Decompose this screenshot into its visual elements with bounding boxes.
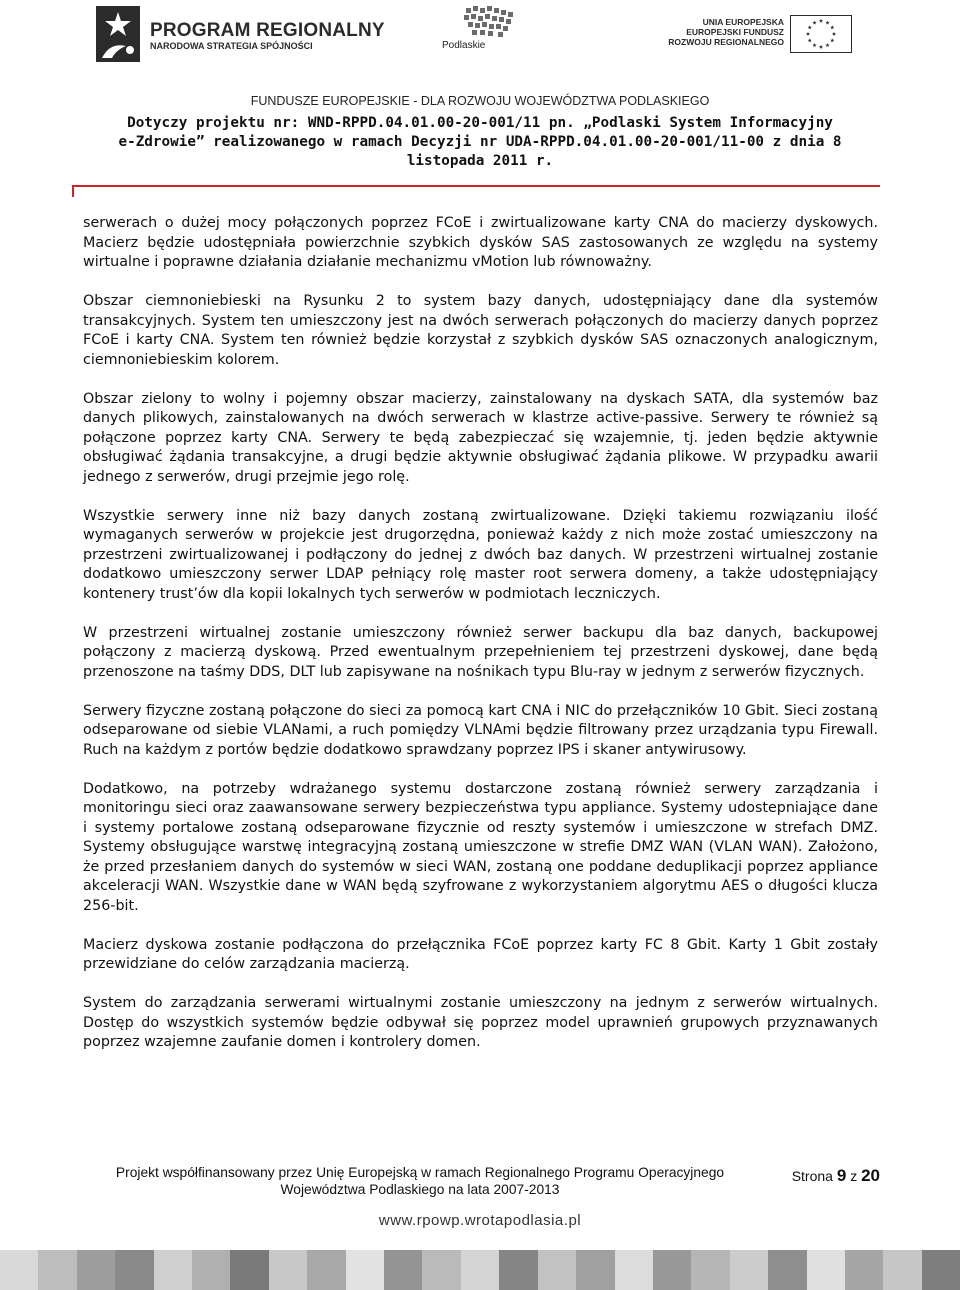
eu-line-3: ROZWOJU REGIONALNEGO [668,37,784,47]
strip-segment [730,1250,768,1290]
header-divider-tick [72,185,74,197]
funds-line: FUNDUSZE EUROPEJSKIE - DLA ROZWOJU WOJEWÓDZTWA PODLASKIEGO [250,94,710,108]
paragraph: Wszystkie serwery inne niż bazy danych zostaną zwirtualizowane. Dzięki takiemu rozwiązaniu ilość wymaganych serwerów w projekcie jest drugorzędna, ponieważ każdy z nich może zostać umieszczony na przestrzeni zwirtualizowanej i podłączony do jednej z dwóch baz danych. W przestrzeni wirtualnej zostanie dodatkowo umieszczony serwer LDAP pełniący rolę master root serwera domeny, a także udostępniający kontenery trust’ów dla kopii lokalnych tych serwerów w podmiotach leczniczych. [83,507,878,602]
strip-segment [269,1250,307,1290]
strip-segment [576,1250,614,1290]
paragraph: Serwery fizyczne zostaną połączone do sieci za pomocą kart CNA i NIC do przełączników 10 Gbit. Sieci zostaną odseparowane od siebie VLANami, a ruch pomiędzy VLNAmi będzie filtrowany przez urządzania typu Firewall. Ruch na każdym z portów będzie dodatkowo sprawdzany poprzez IPS i skaner antywirusowy. [83,702,878,758]
project-line-2: e-Zdrowie” realizowanego w ramach Decyzji nr UDA-RPPD.04.01.00-20-001/11-00 z dnia 8 [118,134,842,150]
strip-segment [307,1250,345,1290]
strip-segment [115,1250,153,1290]
program-title: PROGRAM REGIONALNY [150,20,385,41]
strip-segment [845,1250,883,1290]
strip-segment [461,1250,499,1290]
project-reference [60,114,900,171]
paragraph: Obszar zielony to wolny i pojemny obszar macierzy, zainstalowany na dyskach SATA, dla systemów baz danych plikowych, zainstalowanych na dwóch serwerach w klastrze active-passive. Serwery te również są połączone poprzez karty CNA. Serwery te będą zabezpieczać się wzajemnie, tj. jeden będzie aktywnie obsługiwać żądania transakcyjne, a drugi będzie aktywnie obsługiwać żądania plikowe. W przypadku awarii jednego z serwerów, drugi przejmie jego rolę. [83,390,878,485]
strip-segment [0,1250,38,1290]
program-subtitle: NARODOWA STRATEGIA SPÓJNOŚCI [150,41,313,51]
header-divider [72,185,880,187]
strip-segment [883,1250,921,1290]
strip-segment [38,1250,76,1290]
project-line-3: listopada 2011 r. [406,153,554,169]
strip-segment [154,1250,192,1290]
paragraph: Obszar ciemnoniebieski na Rysunku 2 to system bazy danych, udostępniający dane dla systemów transakcyjnych. System ten umieszczony jest na dwóch serwerach połączonych do macierzy danych poprzez FCoE i karty CNA. System ten również będzie korzystał z szybkich dysków SAS oznaczonych analogicznym, ciemnoniebieskim kolorem. [83,293,878,368]
strip-segment [691,1250,729,1290]
page-current: 9 [836,1166,847,1185]
project-line-1: Dotyczy projektu nr: WND-RPPD.04.01.00-20-001/11 pn. „Podlaski System Informacyjny [127,115,833,131]
strip-segment [346,1250,384,1290]
page-label: Strona [791,1168,833,1184]
page-number [760,1166,880,1186]
page-total: 20 [861,1166,880,1185]
strip-segment [384,1250,422,1290]
eu-line-2: EUROPEJSKI FUNDUSZ [686,27,784,37]
strip-segment [615,1250,653,1290]
strip-segment [77,1250,115,1290]
page-separator: z [850,1168,858,1184]
cofinance-line-1: Projekt współfinansowany przez Unię Europejską w ramach Regionalnego Programu Operacyjnego [115,1165,725,1180]
podlaskie-label: Podlaskie [442,40,486,51]
paragraph: System do zarządzania serwerami wirtualnymi zostanie umieszczony na jednym z serwerów wirtualnych. Dostęp do wszystkich systemów będzie odbywał się poprzez model uprawnień grupowych przyznawanych poprzez wzajemne zaufanie domen i kontrolery domen. [83,995,878,1050]
eu-text [660,17,784,47]
strip-segment [768,1250,806,1290]
eu-flag-icon [790,15,852,53]
strip-segment [653,1250,691,1290]
strip-segment [499,1250,537,1290]
strip-segment [538,1250,576,1290]
cofinance-note [70,1164,770,1198]
footer-decorative-strip [0,1250,960,1290]
strip-segment [230,1250,268,1290]
website-url: www.rpowp.wrotapodlasia.pl [378,1212,582,1229]
strip-segment [922,1250,960,1290]
paragraph: Dodatkowo, na potrzeby wdrażanego systemu dostarczone zostaną również serwery zarządzania i monitoringu sieci oraz zaawansowane serwery bezpieczeństwa typu appliance. Systemy udostepniające dane i systemy portalowe zostaną odseparowane fizycznie od reszty systemów i umieszczone w strefach DMZ. Systemy obsługujące warstwę integracyjną zostaną umieszczone w strefie DMZ WAN (VLAN WAN). Założono, że przed przesłaniem danych do systemów w sieci WAN, zostaną one poddane deduplikacji poprzez appliance akceleracji WAN. Wszystkie dane w WAN będą szyfrowane z wykorzystaniem algorytmu AES o długości klucza 256-bit. [83,780,878,914]
paragraph: serwerach o dużej mocy połączonych poprzez FCoE i zwirtualizowane karty CNA do macierzy dyskowych. Macierz będzie udostępniała powierzchnie szybkich dysków SAS zastosowanych ze względu na systemy wirtualne i poprawne działania działanie mechanizmu vMotion lub równoważny. [83,215,878,270]
cofinance-line-2: Województwa Podlaskiego na lata 2007-2013 [280,1182,560,1197]
strip-segment [422,1250,460,1290]
strip-segment [807,1250,845,1290]
eu-line-1: UNIA EUROPEJSKA [702,17,784,27]
document-body [83,214,878,1072]
paragraph: W przestrzeni wirtualnej zostanie umieszczony również serwer backupu dla baz danych, backupowej połączony z macierzą dyskową. Przed ewentualnym przepełnieniem tej przestrzeni dyskowej, dane będą przenoszone na taśmy DDS, DLT lub zapisywane na nośnikach typu Blu-ray w jednym z serwerów fizycznych. [83,624,878,680]
paragraph: Macierz dyskowa zostanie podłączona do przełącznika FCoE poprzez karty FC 8 Gbit. Karty 1 Gbit zostały przewidziane do celów zarządzania macierzą. [83,936,878,972]
strip-segment [192,1250,230,1290]
